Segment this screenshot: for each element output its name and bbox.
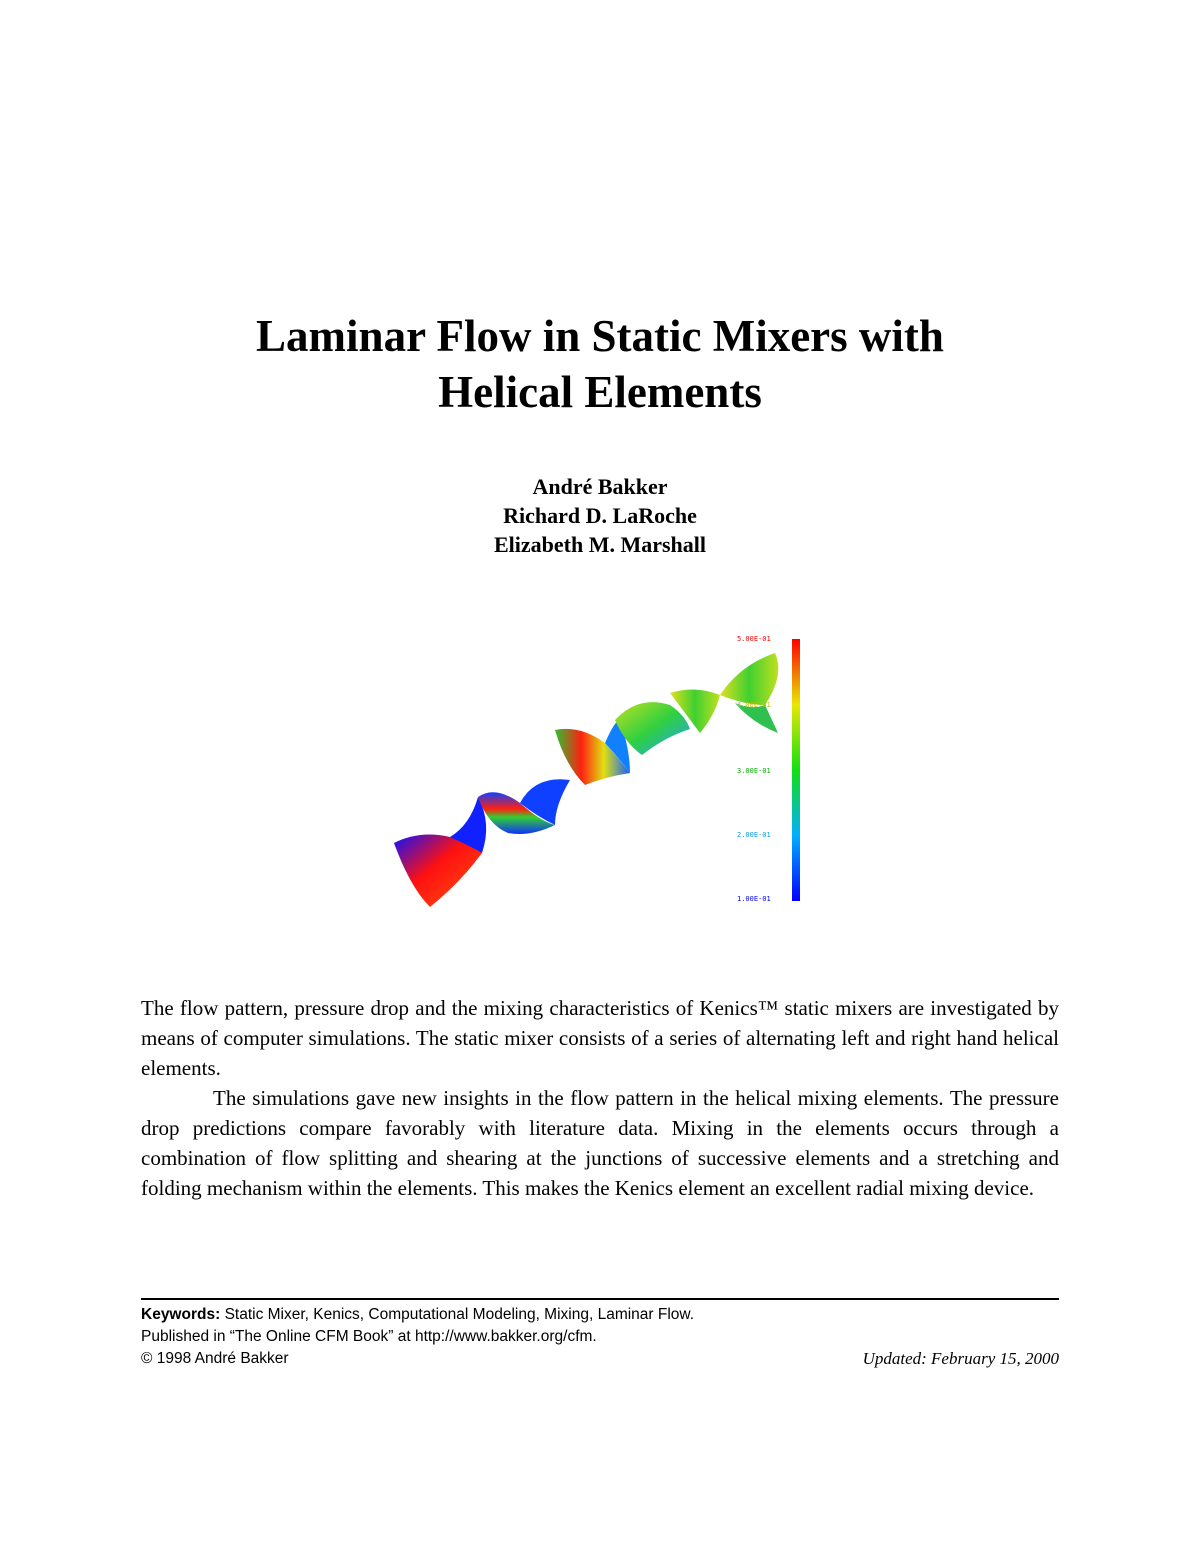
author-name: André Bakker bbox=[532, 474, 668, 499]
footer bbox=[141, 1304, 1059, 1370]
keywords-label: Keywords: bbox=[141, 1306, 221, 1323]
abstract-paragraph: The simulations gave new insights in the flow pattern in the helical mixing elements. The pressure drop predictions compare favorably with literature data. Mixing in the elements occurs through a combination of flow splitting and shearing at the junctions of successive elements and a stretching and folding mechanism within the elements. This makes the Kenics element an excellent radial mixing device. bbox=[141, 1086, 1059, 1200]
colorbar-label: 1.00E-01 bbox=[737, 895, 771, 903]
author-list bbox=[0, 472, 1200, 559]
helical-element bbox=[394, 797, 486, 907]
title-line-1: Laminar Flow in Static Mixers with bbox=[256, 311, 944, 361]
helical-element bbox=[478, 779, 570, 834]
colorbar-label: 5.00E-01 bbox=[737, 635, 771, 643]
keywords-text: Static Mixer, Kenics, Computational Modeling, Mixing, Laminar Flow. bbox=[224, 1306, 695, 1323]
published-line: Published in “The Online CFM Book” at http://www.bakker.org/cfm. bbox=[141, 1328, 597, 1345]
colorbar-label: 4.00E-01 bbox=[737, 701, 771, 709]
abstract-paragraph: The flow pattern, pressure drop and the mixing characteristics of Kenics™ static mixers are investigated by means of computer simulations. The static mixer consists of a series of alternating left and right hand helical elements. bbox=[141, 996, 1059, 1080]
helical-element bbox=[670, 653, 778, 733]
author-name: Richard D. LaRoche bbox=[503, 503, 697, 528]
title-line-2: Helical Elements bbox=[438, 367, 762, 417]
footer-divider bbox=[141, 1298, 1059, 1300]
keywords-line bbox=[141, 1304, 1059, 1326]
abstract bbox=[141, 993, 1059, 1203]
copyright-text: © 1998 André Bakker bbox=[141, 1350, 289, 1367]
colorbar-label: 3.00E-01 bbox=[737, 767, 771, 775]
author-name: Elizabeth M. Marshall bbox=[493, 532, 707, 557]
updated-date: Updated: February 15, 2000 bbox=[862, 1349, 1059, 1368]
colorbar bbox=[792, 639, 800, 901]
paper-title bbox=[0, 308, 1200, 420]
helical-element bbox=[555, 720, 630, 785]
colorbar-label: 2.00E-01 bbox=[737, 831, 771, 839]
static-mixer-contour-figure bbox=[380, 625, 820, 915]
